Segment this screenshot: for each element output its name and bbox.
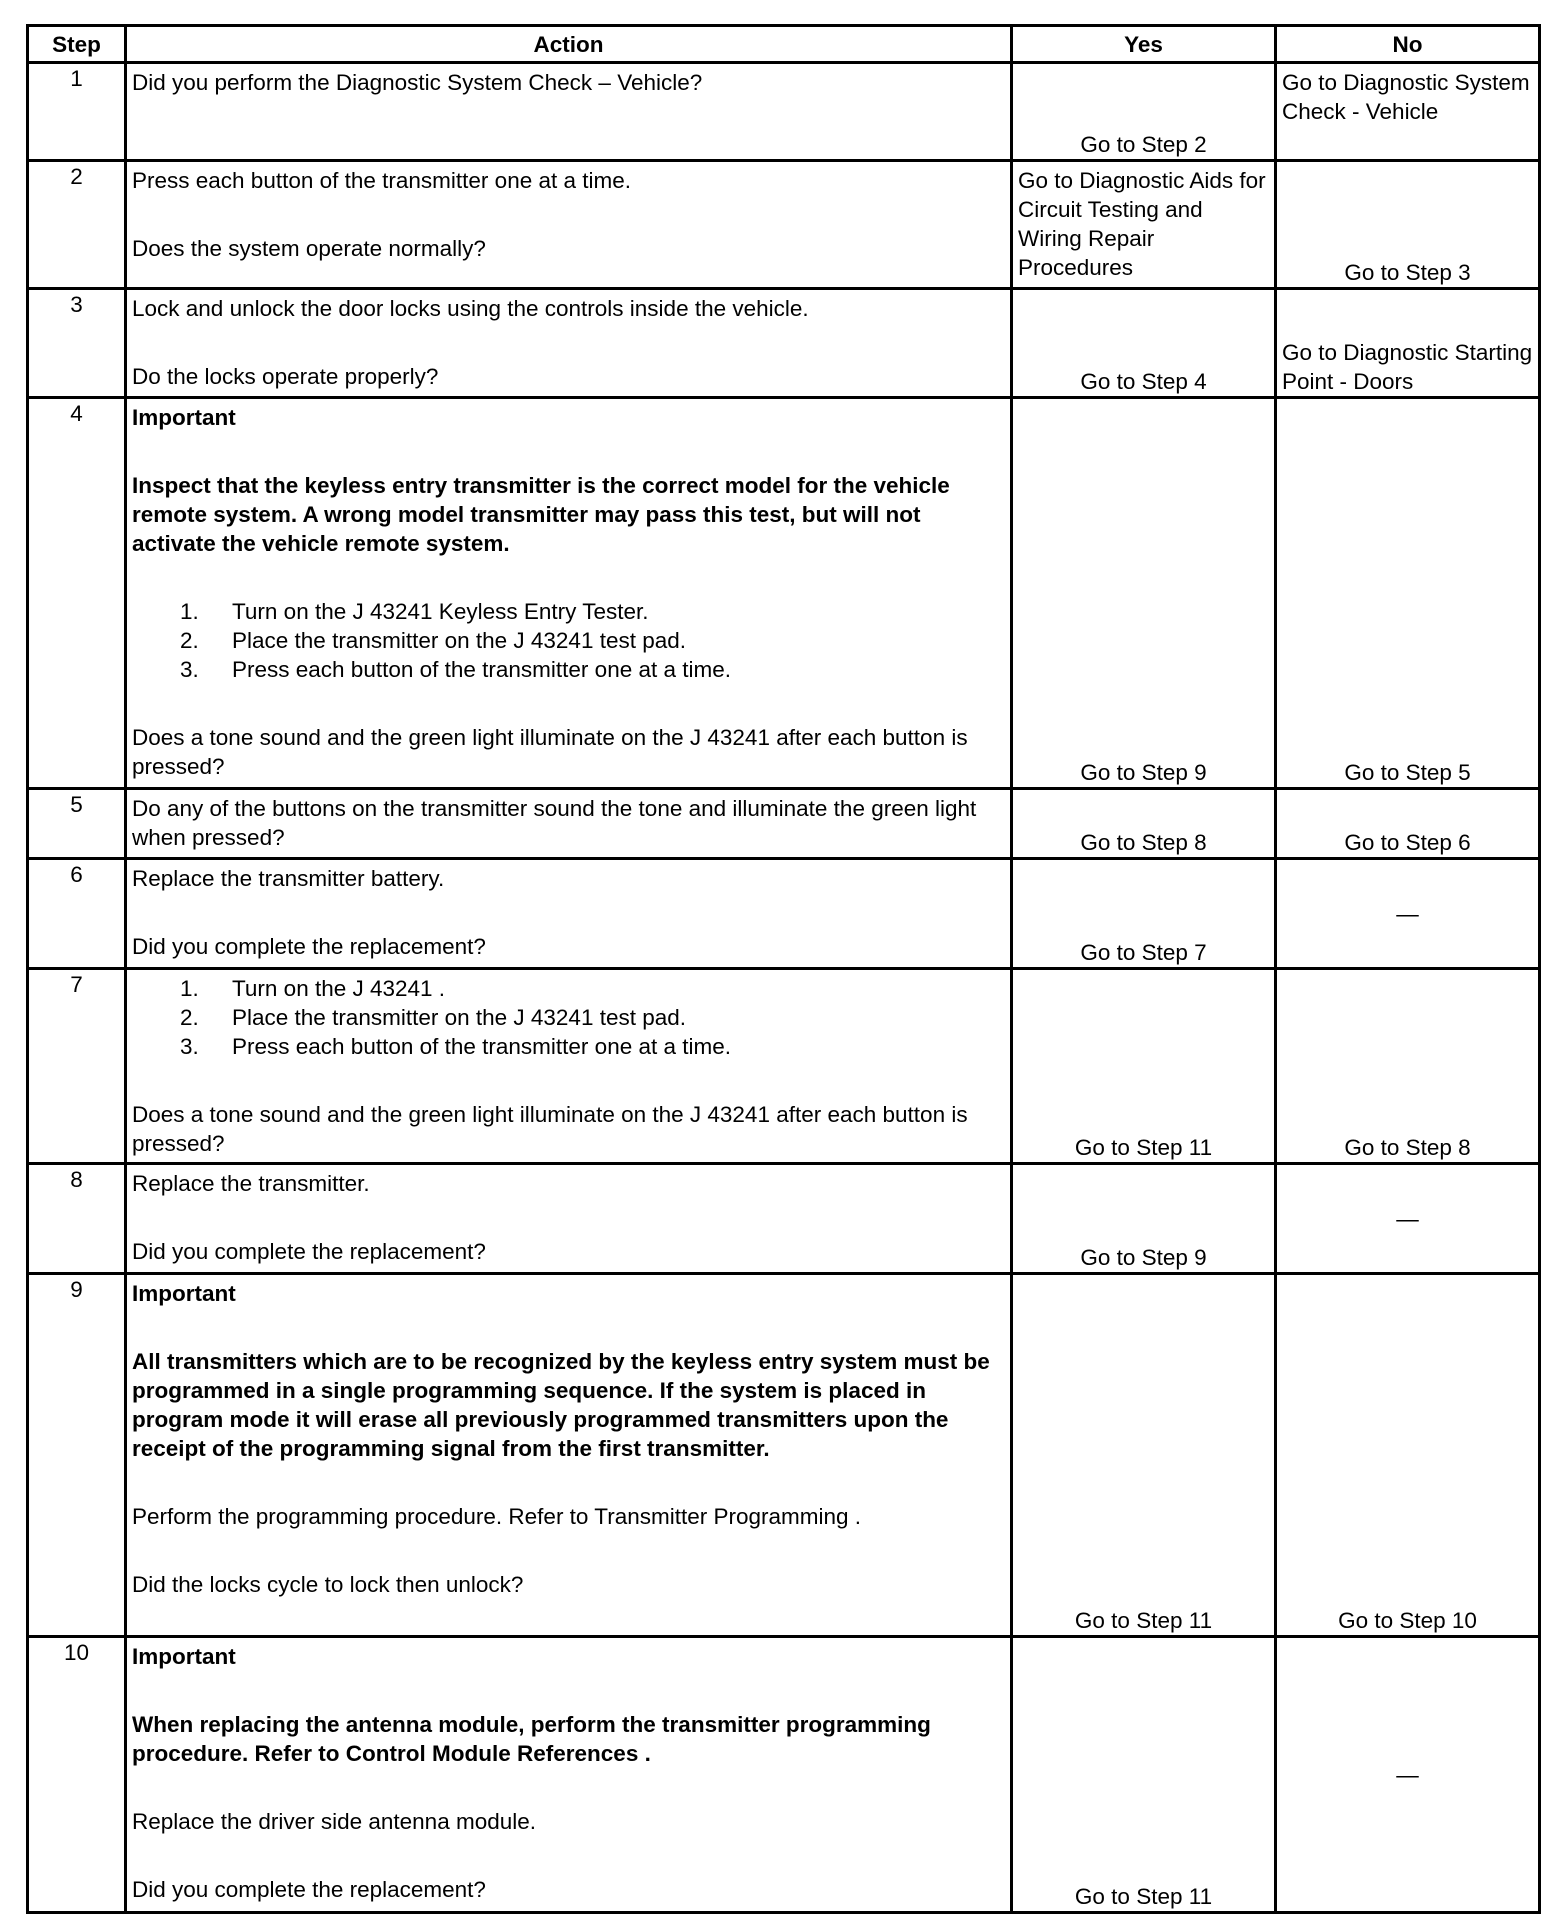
no-result: — [1396,1762,1419,1787]
table-row [28,398,1540,789]
important-label: Important [132,1281,236,1306]
question-text: Did you perform the Diagnostic System Check – Vehicle? [132,70,703,95]
step-number: 10 [28,1637,126,1913]
step-number: 8 [28,1164,126,1274]
list-number: 1. [180,976,199,1001]
action-cell [126,161,1012,289]
no-result: — [1396,901,1419,926]
step-number: 2 [28,161,126,289]
action-cell [126,1164,1012,1274]
action-cell [126,969,1012,1164]
question-text: Do the locks operate properly? [132,364,439,389]
table-row [28,1637,1540,1913]
action-cell [126,789,1012,859]
important-note: When replacing the antenna module, perform the transmitter programming procedure. Refer to Control Module References . [132,1712,931,1766]
procedure-list [132,974,1005,1061]
yes-result: Go to Step 9 [1080,760,1207,785]
list-number: 3. [180,657,199,682]
no-cell [1276,789,1540,859]
list-number: 3. [180,1034,199,1059]
list-item [132,974,1005,1003]
table-row [28,969,1540,1164]
header-row [28,26,1540,63]
no-cell [1276,1164,1540,1274]
action-text: Replace the driver side antenna module. [132,1809,537,1834]
action-cell [126,1274,1012,1637]
list-number: 1. [180,599,199,624]
action-text: Perform the programming procedure. Refer to Transmitter Programming . [132,1504,862,1529]
important-note: All transmitters which are to be recognized by the keyless entry system must be programmed in a single programming sequence. If the system is placed in program mode it will erase all previously programmed transmitters upon the receipt of the programming signal from the first transmitter. [132,1349,990,1461]
list-item [132,1032,1005,1061]
yes-result: Go to Step 7 [1080,940,1207,965]
list-text: Place the transmitter on the J 43241 test pad. [232,628,687,653]
yes-cell [1012,969,1276,1164]
diagnostic-table [26,24,1541,1914]
table-row [28,1164,1540,1274]
list-text: Place the transmitter on the J 43241 test pad. [232,1005,687,1030]
list-item [132,597,1005,626]
table-row [28,789,1540,859]
yes-result: Go to Step 9 [1080,1245,1207,1270]
no-result: Go to Diagnostic System Check - Vehicle [1282,70,1530,124]
table-row [28,289,1540,398]
action-cell [126,398,1012,789]
list-text: Turn on the J 43241 Keyless Entry Tester. [232,599,649,624]
action-cell [126,859,1012,969]
no-cell [1276,1637,1540,1913]
step-number: 9 [28,1274,126,1637]
no-result: Go to Step 3 [1344,260,1471,285]
no-result: Go to Step 6 [1344,830,1471,855]
yes-cell [1012,63,1276,161]
step-number: 7 [28,969,126,1164]
question-text: Did you complete the replacement? [132,934,486,959]
action-text: Replace the transmitter battery. [132,866,445,891]
yes-result: Go to Step 11 [1074,1884,1213,1909]
yes-cell [1012,1274,1276,1637]
step-number: 3 [28,289,126,398]
step-number: 4 [28,398,126,789]
yes-cell [1012,1637,1276,1913]
list-text: Turn on the J 43241 . [232,976,446,1001]
header-yes: Yes [1012,26,1276,63]
list-text: Press each button of the transmitter one at a time. [232,1034,732,1059]
no-cell [1276,398,1540,789]
header-action: Action [126,26,1012,63]
table-row [28,63,1540,161]
no-cell [1276,63,1540,161]
question-text: Does a tone sound and the green light illuminate on the J 43241 after each button is pressed? [132,1102,968,1156]
action-text: Press each button of the transmitter one at a time. [132,168,632,193]
yes-result: Go to Step 2 [1080,132,1207,157]
no-cell [1276,289,1540,398]
step-number: 5 [28,789,126,859]
no-result: Go to Step 8 [1344,1135,1471,1160]
important-label: Important [132,405,236,430]
yes-result: Go to Step 4 [1080,369,1207,394]
list-item [132,655,1005,684]
question-text: Do any of the buttons on the transmitter sound the tone and illuminate the green light when pressed? [132,796,977,850]
important-note: Inspect that the keyless entry transmitter is the correct model for the vehicle remote system. A wrong model transmitter may pass this test, but will not activate the vehicle remote system. [132,473,950,556]
question-text: Did you complete the replacement? [132,1239,486,1264]
step-number: 1 [28,63,126,161]
yes-result: Go to Diagnostic Aids for Circuit Testing and Wiring Repair Procedures [1018,168,1266,280]
list-number: 2. [180,1005,199,1030]
action-cell [126,289,1012,398]
no-result: Go to Diagnostic Starting Point - Doors [1282,340,1533,394]
table-row [28,859,1540,969]
no-cell [1276,859,1540,969]
table-row [28,161,1540,289]
no-result: Go to Step 5 [1344,760,1471,785]
yes-result: Go to Step 11 [1074,1135,1213,1160]
action-cell [126,63,1012,161]
table-row [28,1274,1540,1637]
yes-cell [1012,289,1276,398]
no-result: — [1396,1206,1419,1231]
yes-cell [1012,859,1276,969]
step-number: 6 [28,859,126,969]
header-step: Step [28,26,126,63]
yes-cell [1012,161,1276,289]
yes-cell [1012,1164,1276,1274]
yes-result: Go to Step 8 [1080,830,1207,855]
header-no: No [1276,26,1540,63]
question-text: Did you complete the replacement? [132,1877,486,1902]
yes-cell [1012,398,1276,789]
action-text: Replace the transmitter. [132,1171,370,1196]
question-text: Does a tone sound and the green light illuminate on the J 43241 after each button is pressed? [132,725,968,779]
no-cell [1276,1274,1540,1637]
no-result: Go to Step 10 [1338,1608,1477,1633]
no-cell [1276,969,1540,1164]
action-text: Lock and unlock the door locks using the controls inside the vehicle. [132,296,809,321]
action-cell [126,1637,1012,1913]
list-number: 2. [180,628,199,653]
yes-cell [1012,789,1276,859]
procedure-list [132,597,1005,684]
list-text: Press each button of the transmitter one at a time. [232,657,732,682]
no-cell [1276,161,1540,289]
list-item [132,1003,1005,1032]
important-label: Important [132,1644,236,1669]
list-item [132,626,1005,655]
question-text: Did the locks cycle to lock then unlock? [132,1572,524,1597]
yes-result: Go to Step 11 [1074,1608,1213,1633]
question-text: Does the system operate normally? [132,236,486,261]
